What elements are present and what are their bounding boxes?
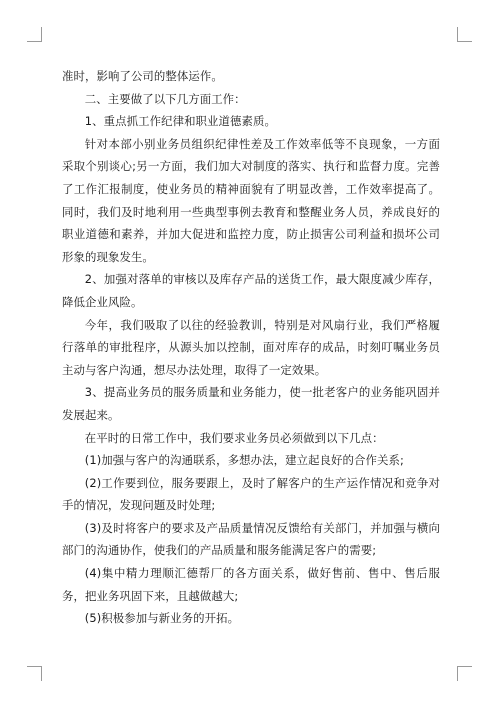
list-item: (5)积极参加与新业务的开拓。 xyxy=(84,611,240,626)
subsection-heading: 3、提高业务员的服务质量和业务能力，使一批老客户的业务能巩固并发展起来。 xyxy=(62,385,440,422)
list-item: (1)加强与客户的沟通联系，多想办法，建立起良好的合作关系; xyxy=(84,453,404,468)
list-item: (2)工作要到位，服务要跟上，及时了解客户的生产运作情况和竞争对手的情况，发现问题及时处理; xyxy=(62,475,440,513)
subsection-heading: 2、加强对落单的审核以及库存产品的送货工作，最大限度减少库存，降低企业风险。 xyxy=(62,272,440,309)
paragraph: 准时，影响了公司的整体运作。 xyxy=(62,69,223,83)
subsection-heading: 1、重点抓工作纪律和职业道德素质。 xyxy=(84,114,276,129)
list-item: (3)及时将客户的要求及产品质量情况反馈给有关部门，并加强与横向部门的沟通协作，使我们的产品质量和服务能满足客户的需要; xyxy=(62,520,440,558)
crop-mark-bottom-right xyxy=(457,666,472,681)
crop-mark-bottom-left xyxy=(27,666,42,681)
list-item: (4)集中精力理顺汇德帮厂的各方面关系，做好售前、售中、售后服务，把业务巩固下来，且越做越大; xyxy=(62,566,440,603)
crop-mark-top-left xyxy=(27,27,42,42)
paragraph: 针对本部小别业务员组织纪律性差及工作效率低等不良现象，一方面采取个别谈心;另一方面，我们加大对制度的落实、执行和监督力度。完善了工作汇报制度，使业务员的精神面貌有了明显改善，工作效率提高了。同时，我们及时地利用一些典型事例去教育和整醒业务人员，养成良好的职业道德和素养，并加大促进和监控力度，防止损害公司利益和损坏公司形象的现象发生。 xyxy=(62,136,440,264)
section-heading: 二、主要做了以下几方面工作： xyxy=(84,91,246,106)
paragraph: 今年，我们吸取了以往的经验教训，特别是对风扇行业，我们严格履行落单的审批程序，从源头加以控制，面对库存的成品，时刻叮嘱业务员主动与客户沟通，想尽办法处理，取得了一定效果。 xyxy=(62,317,440,377)
document-body xyxy=(62,65,440,630)
paragraph: 在平时的日常工作中，我们要求业务员必须做到以下几点： xyxy=(84,430,384,445)
crop-mark-top-right xyxy=(457,27,472,42)
